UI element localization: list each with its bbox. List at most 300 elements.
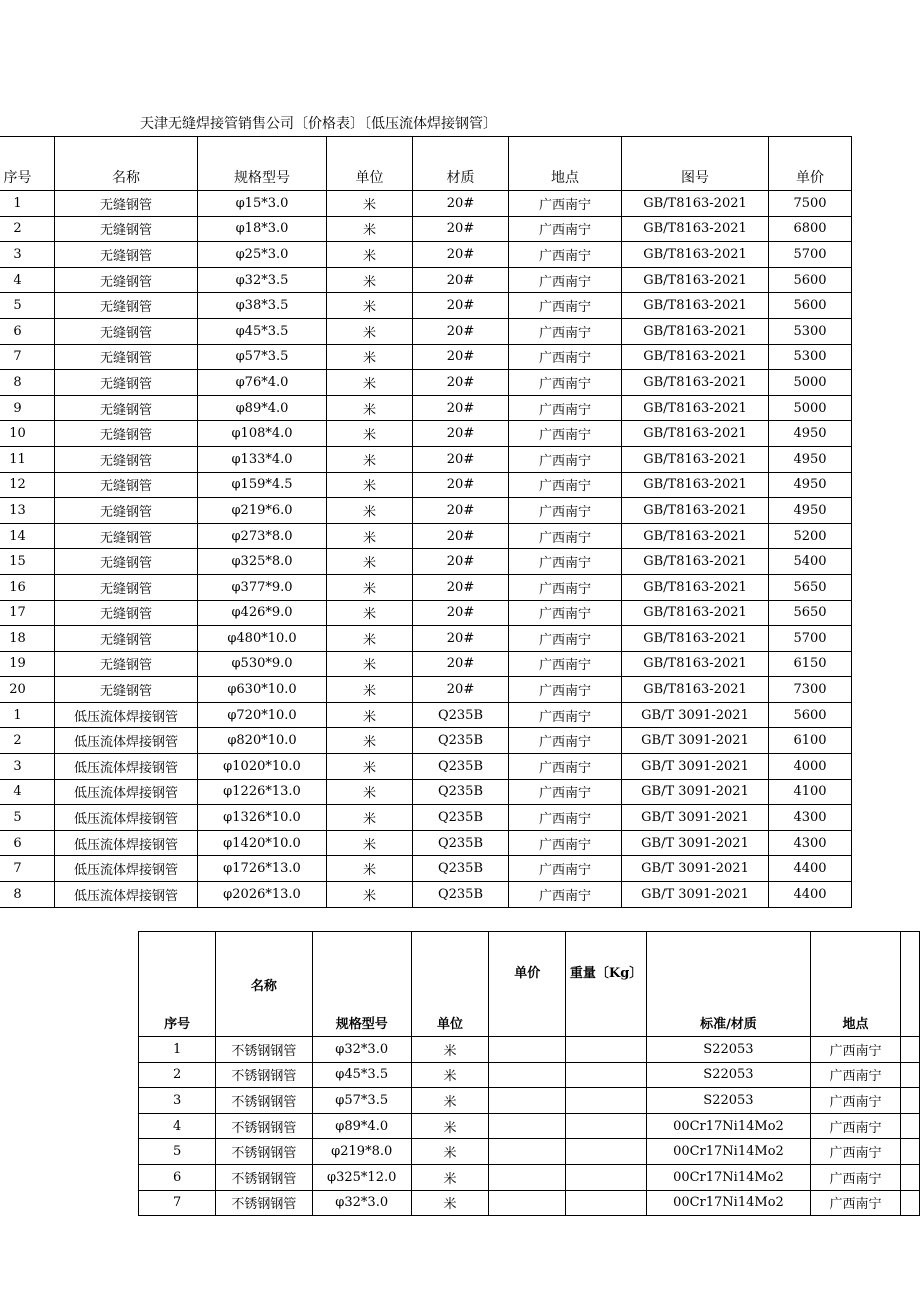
table-cell: 4 bbox=[139, 1113, 216, 1139]
table-cell: GB/T 3091-2021 bbox=[622, 728, 769, 754]
table-cell: 米 bbox=[327, 754, 413, 780]
table-cell: 15 bbox=[0, 549, 55, 575]
table-cell: 5300 bbox=[769, 318, 852, 344]
table-cell: 5000 bbox=[769, 395, 852, 421]
table-cell: 广西南宁 bbox=[509, 395, 622, 421]
table-cell-empty bbox=[900, 1088, 919, 1114]
table-cell: 广西南宁 bbox=[509, 626, 622, 652]
table-cell: 不锈钢钢管 bbox=[216, 1190, 312, 1216]
table-cell: 3 bbox=[0, 754, 55, 780]
table-cell-empty bbox=[900, 1037, 919, 1063]
table-cell: 广西南宁 bbox=[509, 216, 622, 242]
table-cell-empty bbox=[900, 1139, 919, 1165]
table-cell: 20# bbox=[413, 395, 509, 421]
table-row bbox=[0, 267, 852, 293]
table-cell: 3 bbox=[139, 1088, 216, 1114]
table-cell: 米 bbox=[411, 1113, 488, 1139]
table-cell: 5600 bbox=[769, 702, 852, 728]
table-cell: 无缝钢管 bbox=[55, 626, 198, 652]
table-row bbox=[0, 856, 852, 882]
table-row bbox=[0, 421, 852, 447]
table-cell: 5000 bbox=[769, 370, 852, 396]
table-cell: φ530*9.0 bbox=[198, 651, 327, 677]
table-cell: GB/T8163-2021 bbox=[622, 472, 769, 498]
table-cell: 00Cr17Ni14Mo2 bbox=[646, 1139, 810, 1165]
table-cell: φ57*3.5 bbox=[198, 344, 327, 370]
table-cell: 广西南宁 bbox=[509, 549, 622, 575]
table-cell: 广西南宁 bbox=[509, 498, 622, 524]
table-cell: φ159*4.5 bbox=[198, 472, 327, 498]
table-cell: φ219*8.0 bbox=[312, 1139, 411, 1165]
table-row bbox=[139, 1113, 920, 1139]
column-header: 单位 bbox=[327, 137, 413, 191]
table-cell: 20# bbox=[413, 651, 509, 677]
table-cell: 无缝钢管 bbox=[55, 600, 198, 626]
table-row bbox=[0, 446, 852, 472]
table-cell: 广西南宁 bbox=[509, 830, 622, 856]
table-cell: 1 bbox=[0, 191, 55, 217]
column-header: 单位 bbox=[411, 932, 488, 1037]
table-cell: 20# bbox=[413, 549, 509, 575]
table-cell: 低压流体焊接钢管 bbox=[55, 728, 198, 754]
table-cell: 00Cr17Ni14Mo2 bbox=[646, 1113, 810, 1139]
table-cell: Q235B bbox=[413, 856, 509, 882]
table-cell: φ108*4.0 bbox=[198, 421, 327, 447]
table-cell: 20# bbox=[413, 574, 509, 600]
table-cell: 米 bbox=[327, 574, 413, 600]
table-cell: 无缝钢管 bbox=[55, 651, 198, 677]
table-cell: 无缝钢管 bbox=[55, 318, 198, 344]
table-cell: GB/T 3091-2021 bbox=[622, 856, 769, 882]
table-cell: φ273*8.0 bbox=[198, 523, 327, 549]
table-cell: 米 bbox=[327, 626, 413, 652]
table-cell: 米 bbox=[411, 1190, 488, 1216]
table-cell bbox=[489, 1062, 566, 1088]
table-row bbox=[0, 191, 852, 217]
table-cell: 广西南宁 bbox=[509, 882, 622, 908]
table-cell: φ89*4.0 bbox=[198, 395, 327, 421]
table-row bbox=[139, 1037, 920, 1063]
table-cell: 无缝钢管 bbox=[55, 677, 198, 703]
table-cell: 不锈钢钢管 bbox=[216, 1164, 312, 1190]
table-cell: 广西南宁 bbox=[810, 1113, 900, 1139]
table-cell: 米 bbox=[327, 216, 413, 242]
table-cell: GB/T 3091-2021 bbox=[622, 882, 769, 908]
table-cell: 5 bbox=[0, 293, 55, 319]
table-cell: φ133*4.0 bbox=[198, 446, 327, 472]
table-cell: φ219*6.0 bbox=[198, 498, 327, 524]
table-cell bbox=[489, 1113, 566, 1139]
table-cell: 不锈钢钢管 bbox=[216, 1088, 312, 1114]
table-cell: φ325*8.0 bbox=[198, 549, 327, 575]
table-cell: Q235B bbox=[413, 728, 509, 754]
table-cell: 米 bbox=[411, 1139, 488, 1165]
table-cell: 20# bbox=[413, 626, 509, 652]
table-cell: 米 bbox=[327, 702, 413, 728]
table-cell: 米 bbox=[327, 318, 413, 344]
table-cell: 13 bbox=[0, 498, 55, 524]
table-cell: 广西南宁 bbox=[509, 523, 622, 549]
table-cell: GB/T 3091-2021 bbox=[622, 779, 769, 805]
table-cell: 20# bbox=[413, 600, 509, 626]
table-cell: 不锈钢钢管 bbox=[216, 1139, 312, 1165]
table-cell: GB/T8163-2021 bbox=[622, 191, 769, 217]
table-cell: GB/T8163-2021 bbox=[622, 574, 769, 600]
column-header: 规格型号 bbox=[198, 137, 327, 191]
table-cell: φ720*10.0 bbox=[198, 702, 327, 728]
table-cell: 6150 bbox=[769, 651, 852, 677]
table-cell: φ1420*10.0 bbox=[198, 830, 327, 856]
table-cell: 广西南宁 bbox=[810, 1088, 900, 1114]
table-cell: 7 bbox=[139, 1190, 216, 1216]
table-cell: φ57*3.5 bbox=[312, 1088, 411, 1114]
table-cell-empty bbox=[900, 1164, 919, 1190]
table-cell: GB/T8163-2021 bbox=[622, 549, 769, 575]
table-cell: 1 bbox=[139, 1037, 216, 1063]
table-cell: 4 bbox=[0, 779, 55, 805]
table-cell bbox=[489, 1139, 566, 1165]
table-cell-empty bbox=[900, 1190, 919, 1216]
table-cell: 无缝钢管 bbox=[55, 191, 198, 217]
table-cell: 20# bbox=[413, 677, 509, 703]
table-cell: 4000 bbox=[769, 754, 852, 780]
column-header: 单价 bbox=[489, 932, 566, 1037]
table-cell: 4400 bbox=[769, 856, 852, 882]
table-cell: 广西南宁 bbox=[810, 1190, 900, 1216]
table-cell: 米 bbox=[327, 728, 413, 754]
table-cell: φ45*3.5 bbox=[312, 1062, 411, 1088]
table-header-row bbox=[139, 932, 920, 1037]
table-cell: 18 bbox=[0, 626, 55, 652]
table-cell: 米 bbox=[327, 472, 413, 498]
table-row bbox=[139, 1062, 920, 1088]
table-cell: 无缝钢管 bbox=[55, 370, 198, 396]
table-cell bbox=[489, 1164, 566, 1190]
table-cell: 20# bbox=[413, 370, 509, 396]
column-header: 名称 bbox=[55, 137, 198, 191]
table-cell: 广西南宁 bbox=[509, 421, 622, 447]
table-cell: 米 bbox=[327, 498, 413, 524]
table-cell: 20# bbox=[413, 242, 509, 268]
table-cell: 20# bbox=[413, 344, 509, 370]
table-cell: φ2026*13.0 bbox=[198, 882, 327, 908]
table-row bbox=[0, 574, 852, 600]
table-cell bbox=[566, 1164, 647, 1190]
table-cell: GB/T8163-2021 bbox=[622, 318, 769, 344]
table-cell: 米 bbox=[327, 600, 413, 626]
table-cell: 低压流体焊接钢管 bbox=[55, 805, 198, 831]
table-header-row bbox=[0, 137, 852, 191]
table-cell: 4950 bbox=[769, 446, 852, 472]
table-cell: 5300 bbox=[769, 344, 852, 370]
table-row bbox=[0, 498, 852, 524]
table-cell: 广西南宁 bbox=[810, 1164, 900, 1190]
table-cell: Q235B bbox=[413, 882, 509, 908]
table-row bbox=[0, 318, 852, 344]
column-header: 标准/材质 bbox=[646, 932, 810, 1037]
table-row bbox=[0, 344, 852, 370]
table-cell: 2 bbox=[0, 216, 55, 242]
table-cell: S22053 bbox=[646, 1088, 810, 1114]
table-cell: 米 bbox=[411, 1037, 488, 1063]
table-cell bbox=[489, 1088, 566, 1114]
steel-pipe-price-table bbox=[0, 136, 852, 908]
table-cell bbox=[566, 1088, 647, 1114]
table-cell: 广西南宁 bbox=[509, 600, 622, 626]
table-cell: 广西南宁 bbox=[810, 1139, 900, 1165]
table-cell: 米 bbox=[327, 293, 413, 319]
table-cell: 20# bbox=[413, 267, 509, 293]
table-cell: 广西南宁 bbox=[509, 191, 622, 217]
table-cell: GB/T8163-2021 bbox=[622, 651, 769, 677]
table-row bbox=[139, 1190, 920, 1216]
table-cell: 8 bbox=[0, 370, 55, 396]
table-cell: 5700 bbox=[769, 626, 852, 652]
table-cell: 4 bbox=[0, 267, 55, 293]
table-cell: GB/T8163-2021 bbox=[622, 600, 769, 626]
column-header: 序号 bbox=[0, 137, 55, 191]
table-row bbox=[0, 293, 852, 319]
table-cell: 广西南宁 bbox=[509, 242, 622, 268]
table-cell: 6100 bbox=[769, 728, 852, 754]
table-cell: 无缝钢管 bbox=[55, 421, 198, 447]
table-cell: 6800 bbox=[769, 216, 852, 242]
table-cell: 2 bbox=[139, 1062, 216, 1088]
column-header: 规格型号 bbox=[312, 932, 411, 1037]
table-cell: S22053 bbox=[646, 1037, 810, 1063]
table-cell: 米 bbox=[327, 344, 413, 370]
table-cell: 米 bbox=[327, 370, 413, 396]
table-cell: 2 bbox=[0, 728, 55, 754]
table-cell: 广西南宁 bbox=[509, 446, 622, 472]
column-header: 材质 bbox=[413, 137, 509, 191]
table-cell: 无缝钢管 bbox=[55, 242, 198, 268]
table-cell: 广西南宁 bbox=[509, 702, 622, 728]
table-cell: 16 bbox=[0, 574, 55, 600]
table-cell: 10 bbox=[0, 421, 55, 447]
table-cell: φ480*10.0 bbox=[198, 626, 327, 652]
table-cell: 不锈钢钢管 bbox=[216, 1113, 312, 1139]
table-cell: φ32*3.0 bbox=[312, 1037, 411, 1063]
table-cell: 广西南宁 bbox=[509, 293, 622, 319]
table-cell: 4950 bbox=[769, 421, 852, 447]
table-cell: 无缝钢管 bbox=[55, 395, 198, 421]
table-cell: 米 bbox=[327, 267, 413, 293]
column-header-extra bbox=[900, 932, 919, 1037]
table-cell: 米 bbox=[411, 1088, 488, 1114]
table-cell: 无缝钢管 bbox=[55, 549, 198, 575]
table-cell bbox=[566, 1139, 647, 1165]
table-cell: GB/T8163-2021 bbox=[622, 498, 769, 524]
table-row bbox=[0, 754, 852, 780]
table-cell: 米 bbox=[411, 1164, 488, 1190]
column-header: 地点 bbox=[509, 137, 622, 191]
table-cell-empty bbox=[900, 1113, 919, 1139]
table-cell bbox=[489, 1037, 566, 1063]
table-cell: 广西南宁 bbox=[509, 267, 622, 293]
table-row bbox=[0, 600, 852, 626]
table-cell: 广西南宁 bbox=[509, 856, 622, 882]
table-cell: S22053 bbox=[646, 1062, 810, 1088]
table-cell: 米 bbox=[327, 191, 413, 217]
table-cell: Q235B bbox=[413, 830, 509, 856]
table-cell: GB/T8163-2021 bbox=[622, 216, 769, 242]
table-row bbox=[0, 702, 852, 728]
table-cell: GB/T 3091-2021 bbox=[622, 805, 769, 831]
table-cell: 5600 bbox=[769, 293, 852, 319]
table-cell: GB/T8163-2021 bbox=[622, 677, 769, 703]
table-cell: 17 bbox=[0, 600, 55, 626]
column-header: 单价 bbox=[769, 137, 852, 191]
table-cell: 1 bbox=[0, 702, 55, 728]
table-cell: 广西南宁 bbox=[509, 318, 622, 344]
table-cell: 7500 bbox=[769, 191, 852, 217]
table-cell: φ1326*10.0 bbox=[198, 805, 327, 831]
table-cell: 00Cr17Ni14Mo2 bbox=[646, 1164, 810, 1190]
table-cell: 7 bbox=[0, 856, 55, 882]
table-cell: φ32*3.0 bbox=[312, 1190, 411, 1216]
table-cell: 低压流体焊接钢管 bbox=[55, 754, 198, 780]
table-cell: 无缝钢管 bbox=[55, 293, 198, 319]
table-cell: 米 bbox=[411, 1062, 488, 1088]
table-cell: 5 bbox=[139, 1139, 216, 1165]
table-cell: 无缝钢管 bbox=[55, 446, 198, 472]
table-cell: 广西南宁 bbox=[509, 779, 622, 805]
table-cell: GB/T 3091-2021 bbox=[622, 754, 769, 780]
table-cell: Q235B bbox=[413, 779, 509, 805]
table-cell: 4300 bbox=[769, 805, 852, 831]
table-row bbox=[0, 728, 852, 754]
table-cell: 20# bbox=[413, 472, 509, 498]
table-cell: 7300 bbox=[769, 677, 852, 703]
table-cell: 5 bbox=[0, 805, 55, 831]
table-cell: 4950 bbox=[769, 498, 852, 524]
table-cell: 米 bbox=[327, 677, 413, 703]
table-cell: 无缝钢管 bbox=[55, 472, 198, 498]
table-cell: 无缝钢管 bbox=[55, 523, 198, 549]
table-cell: 米 bbox=[327, 779, 413, 805]
column-header: 重量〔Kg〕 bbox=[566, 932, 647, 1037]
table-cell: Q235B bbox=[413, 702, 509, 728]
table-cell: 广西南宁 bbox=[509, 370, 622, 396]
table-cell: 无缝钢管 bbox=[55, 267, 198, 293]
table-cell: 9 bbox=[0, 395, 55, 421]
table-cell: 20# bbox=[413, 523, 509, 549]
table-cell: GB/T8163-2021 bbox=[622, 446, 769, 472]
table-row bbox=[0, 651, 852, 677]
table-cell: 米 bbox=[327, 421, 413, 447]
table-row bbox=[0, 370, 852, 396]
table-row bbox=[0, 626, 852, 652]
table-cell: 6 bbox=[0, 830, 55, 856]
table-cell: 6 bbox=[139, 1164, 216, 1190]
table-cell: 7 bbox=[0, 344, 55, 370]
table-cell-empty bbox=[900, 1062, 919, 1088]
table-cell: Q235B bbox=[413, 754, 509, 780]
table-cell: 3 bbox=[0, 242, 55, 268]
table-cell: Q235B bbox=[413, 805, 509, 831]
table-cell: 20# bbox=[413, 318, 509, 344]
table-cell: 米 bbox=[327, 242, 413, 268]
table-cell: φ45*3.5 bbox=[198, 318, 327, 344]
table-cell: 米 bbox=[327, 651, 413, 677]
table-cell: 米 bbox=[327, 856, 413, 882]
table-cell: φ25*3.0 bbox=[198, 242, 327, 268]
table-cell: 5650 bbox=[769, 574, 852, 600]
table-row bbox=[0, 805, 852, 831]
table-cell: φ1020*10.0 bbox=[198, 754, 327, 780]
table-row bbox=[0, 779, 852, 805]
table-cell: GB/T8163-2021 bbox=[622, 344, 769, 370]
table-cell: 00Cr17Ni14Mo2 bbox=[646, 1190, 810, 1216]
table-cell: 20# bbox=[413, 421, 509, 447]
table-cell: φ820*10.0 bbox=[198, 728, 327, 754]
table-cell: GB/T8163-2021 bbox=[622, 395, 769, 421]
table-cell: 广西南宁 bbox=[509, 574, 622, 600]
table-cell: 20# bbox=[413, 191, 509, 217]
table-cell: 低压流体焊接钢管 bbox=[55, 779, 198, 805]
table-cell: 5700 bbox=[769, 242, 852, 268]
table-cell: 广西南宁 bbox=[509, 805, 622, 831]
table-cell: 广西南宁 bbox=[810, 1037, 900, 1063]
table-cell: 低压流体焊接钢管 bbox=[55, 702, 198, 728]
table-cell: 低压流体焊接钢管 bbox=[55, 830, 198, 856]
table-cell: 5650 bbox=[769, 600, 852, 626]
table-cell: φ1726*13.0 bbox=[198, 856, 327, 882]
table-cell: 12 bbox=[0, 472, 55, 498]
table-cell: 米 bbox=[327, 549, 413, 575]
table-cell: φ1226*13.0 bbox=[198, 779, 327, 805]
table-cell: 20# bbox=[413, 446, 509, 472]
table-row bbox=[0, 830, 852, 856]
table-cell: 广西南宁 bbox=[810, 1062, 900, 1088]
table-row bbox=[139, 1164, 920, 1190]
table-row bbox=[0, 677, 852, 703]
table-row bbox=[139, 1088, 920, 1114]
table-cell: 广西南宁 bbox=[509, 728, 622, 754]
table-cell: φ18*3.0 bbox=[198, 216, 327, 242]
table-row bbox=[0, 882, 852, 908]
table-cell: 米 bbox=[327, 830, 413, 856]
table-cell: GB/T8163-2021 bbox=[622, 242, 769, 268]
table-cell: 低压流体焊接钢管 bbox=[55, 856, 198, 882]
table-cell: 广西南宁 bbox=[509, 651, 622, 677]
table-cell: GB/T8163-2021 bbox=[622, 421, 769, 447]
table-row bbox=[0, 523, 852, 549]
table-row bbox=[0, 216, 852, 242]
table-cell: φ377*9.0 bbox=[198, 574, 327, 600]
page-title: 天津无缝焊接管销售公司〔价格表〕〔低压流体焊接钢管〕 bbox=[140, 116, 497, 132]
table-row bbox=[0, 242, 852, 268]
table-cell: 无缝钢管 bbox=[55, 344, 198, 370]
table-cell: 5600 bbox=[769, 267, 852, 293]
table-cell: 米 bbox=[327, 446, 413, 472]
table-cell: 低压流体焊接钢管 bbox=[55, 882, 198, 908]
table-cell: φ325*12.0 bbox=[312, 1164, 411, 1190]
table-cell: 14 bbox=[0, 523, 55, 549]
table-cell: 4950 bbox=[769, 472, 852, 498]
table-row bbox=[0, 472, 852, 498]
table-cell bbox=[489, 1190, 566, 1216]
table-cell bbox=[566, 1062, 647, 1088]
column-header: 序号 bbox=[139, 932, 216, 1037]
table-cell bbox=[566, 1037, 647, 1063]
table-cell: 无缝钢管 bbox=[55, 498, 198, 524]
table-cell: 5200 bbox=[769, 523, 852, 549]
table-cell bbox=[566, 1190, 647, 1216]
table-cell: 米 bbox=[327, 805, 413, 831]
stainless-pipe-table bbox=[138, 931, 920, 1216]
